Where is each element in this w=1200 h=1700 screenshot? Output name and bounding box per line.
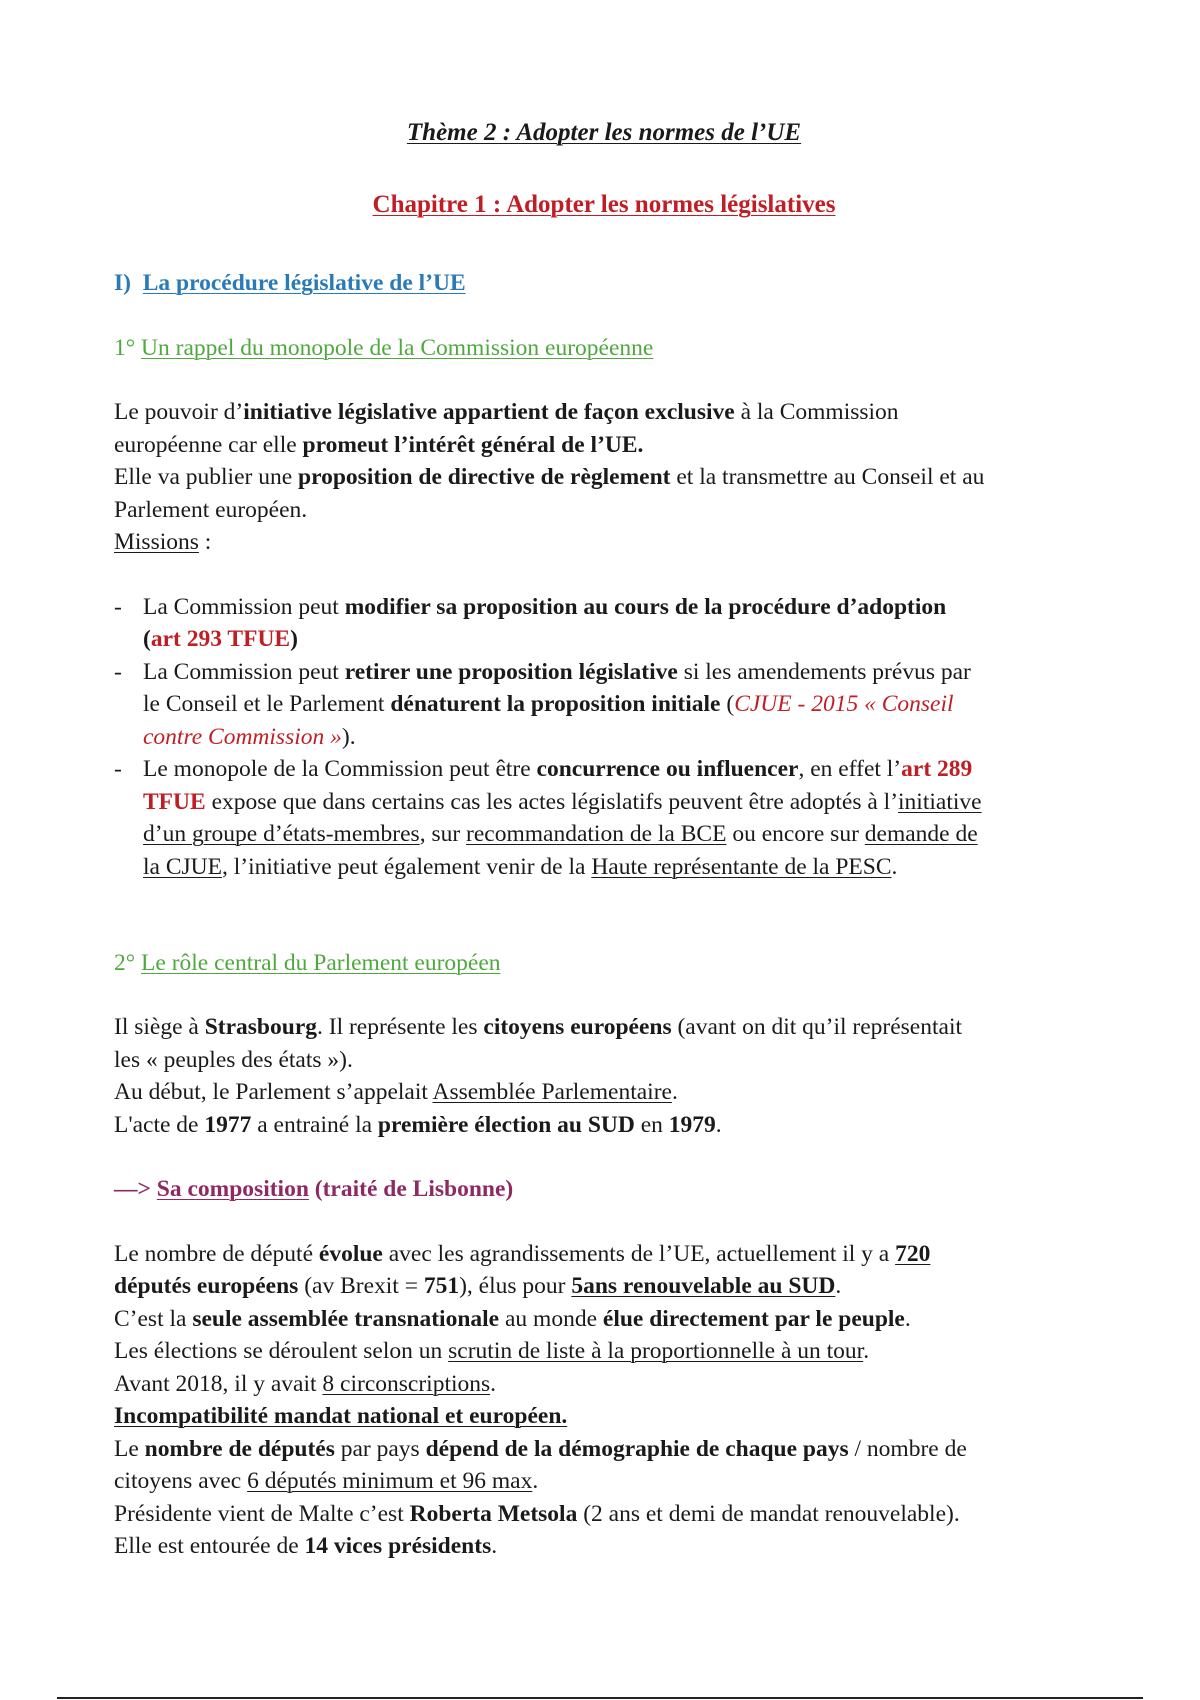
subsection-heading-1: 1° Un rappel du monopole de la Commission européenne bbox=[114, 335, 654, 361]
missions-list bbox=[114, 591, 1094, 884]
chapter-title: Chapitre 1 : Adopter les normes législatives bbox=[372, 191, 836, 218]
composition-heading: —> Sa composition (traité de Lisbonne) bbox=[114, 1176, 514, 1202]
missions-label: Missions : bbox=[114, 529, 212, 555]
paragraph-initiative: Le pouvoir d’initiative législative appartient de façon exclusive à la Commission européenne car elle promeut l’intérêt général de l’UE. Elle va publier une proposition de directive de règlement et la transmettre au Conseil et au Parlement européen. Missions : bbox=[114, 396, 1094, 559]
page-bottom-rule bbox=[57, 1697, 1143, 1699]
theme-title: Thème 2 : Adopter les normes de l’UE bbox=[406, 119, 802, 146]
section-heading-1: I) La procédure législative de l’UE bbox=[114, 270, 466, 296]
document-page bbox=[114, 112, 1094, 1563]
paragraph-composition: Le nombre de député évolue avec les agrandissements de l’UE, actuellement il y a 720 députés européens (av Brexit = 751), élus pour 5ans renouvelable au SUD. C’est la seule assemblée transnationale au monde élue directement par le peuple. Les élections se déroulent selon un scrutin de liste à la proportionnelle à un tour. Avant 2018, il y avait 8 circonscriptions. Incompatibilité mandat national et européen. Le nombre de députés par pays dépend de la démographie de chaque pays / nombre de citoyens avec 6 députés minimum et 96 max. Présidente vient de Malte c’est Roberta Metsola (2 ans et demi de mandat renouvelable). Elle est entourée de 14 vices présidents. bbox=[114, 1240, 967, 1559]
list-item: - La Commission peut retirer une proposition législative si les amendements prévus par le Conseil et le Parlement dénaturent la proposition initiale (CJUE - 2015 « Conseil contre Commission »). bbox=[114, 658, 971, 750]
list-item: - Le monopole de la Commission peut être concurrence ou influencer, en effet l’art 289 TFUE expose que dans certains cas les actes législatifs peuvent être adoptés à l’initiative d’un groupe d’états-membres, sur recommandation de la BCE ou encore sur demande de la CJUE, l’initiative peut également venir de la Haute représentante de la PESC. bbox=[114, 756, 982, 880]
paragraph-parlement: Il siège à Strasbourg. Il représente les citoyens européens (avant on dit qu’il représentait les « peuples des états »). Au début, le Parlement s’appelait Assemblée Parlementaire. L'acte de 1977 a entrainé la première élection au SUD en 1979. bbox=[114, 1014, 962, 1138]
subsection-heading-2: 2° Le rôle central du Parlement européen bbox=[114, 950, 501, 976]
list-item: - La Commission peut modifier sa proposition au cours de la procédure d’adoption (art 293 TFUE) bbox=[114, 593, 947, 652]
